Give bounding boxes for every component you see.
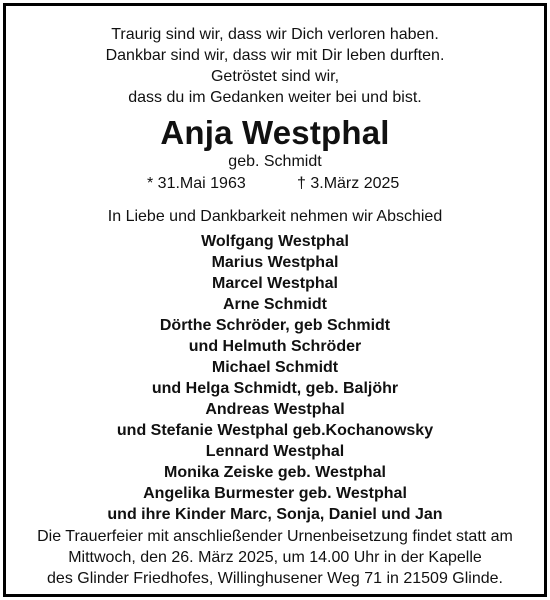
mourner-14: und ihre Kinder Marc, Sonja, Daniel und Jan: [107, 506, 443, 523]
verse-line-4: dass du im Gedanken weiter bei und bist.: [128, 89, 422, 106]
mourner-6: und Helmuth Schröder: [188, 338, 362, 355]
deceased-name: Anja Westphal: [160, 114, 390, 151]
mourner-5: Dörthe Schröder, geb Schmidt: [159, 317, 391, 334]
mourner-1: Wolfgang Westphal: [201, 233, 349, 250]
obituary-notice: [3, 3, 547, 597]
mourner-8: und Helga Schmidt, geb. Baljöhr: [151, 380, 399, 397]
farewell-text: In Liebe und Dankbarkeit nehmen wir Abschied: [107, 208, 443, 225]
mourner-7: Michael Schmidt: [211, 359, 339, 376]
mourner-12: Monika Zeiske geb. Westphal: [164, 464, 386, 481]
death-date: † 3.März 2025: [297, 175, 400, 192]
mourner-4: Arne Schmidt: [222, 296, 327, 313]
verse-line-1: Traurig sind wir, dass wir Dich verloren haben.: [111, 26, 439, 43]
mourner-3: Marcel Westphal: [212, 275, 338, 292]
mourner-13: Angelika Burmester geb. Westphal: [143, 485, 407, 502]
life-dates: [6, 174, 544, 194]
service-line-1: Die Trauerfeier mit anschließender Urnenbeisetzung findet statt am: [37, 528, 513, 545]
service-line-3: des Glinder Friedhofes, Willinghusener Weg 71 in 21509 Glinde.: [47, 570, 503, 587]
birth-date: * 31.Mai 1963: [147, 175, 246, 192]
verse-line-3: Getröstet sind wir,: [210, 68, 340, 85]
verse-line-2: Dankbar sind wir, dass wir mit Dir leben durften.: [105, 47, 445, 64]
mourner-10: und Stefanie Westphal geb.Kochanowsky: [116, 422, 434, 439]
mourner-2: Marius Westphal: [211, 254, 339, 271]
mourner-9: Andreas Westphal: [205, 401, 345, 418]
mourner-11: Lennard Westphal: [205, 443, 345, 460]
service-line-2: Mittwoch, den 26. März 2025, um 14.00 Uhr in der Kapelle: [68, 549, 482, 566]
maiden-name: geb. Schmidt: [228, 153, 322, 170]
